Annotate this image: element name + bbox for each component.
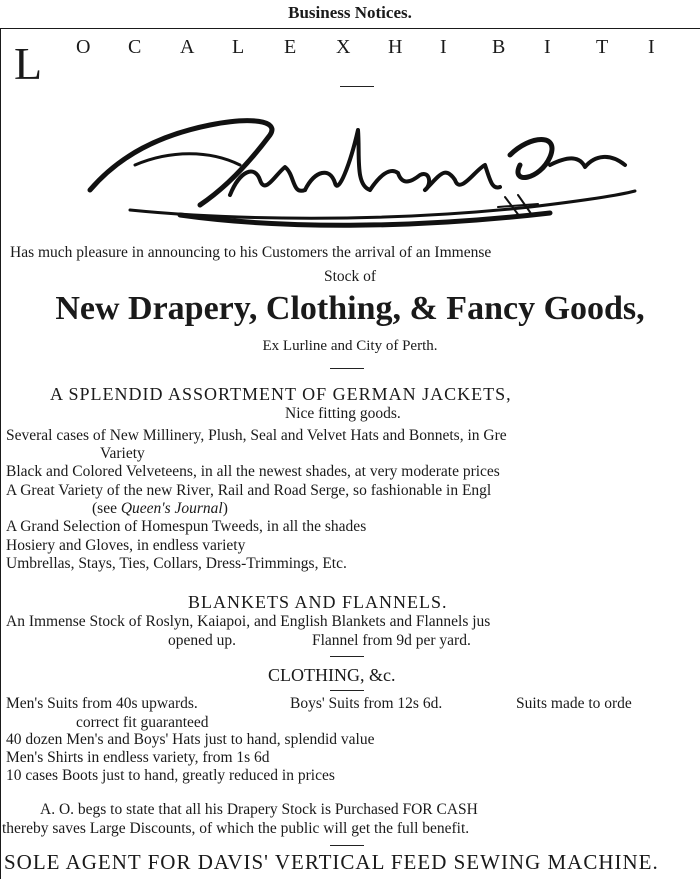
list-item (92, 500, 228, 518)
exhibition-letter: O (76, 36, 91, 58)
divider (340, 86, 374, 87)
list-item: Men's Suits from 40s upwards. (6, 695, 198, 712)
subheadline: Ex Lurline and City of Perth. (262, 338, 438, 354)
announcement-line-1: Has much pleasure in announcing to his Customers the arrival of an Immense (10, 244, 492, 261)
signature-andrew-orr (80, 95, 640, 235)
list-item: Men's Shirts in endless variety, from 1s 6d (6, 749, 270, 766)
exhibition-letter: I (544, 36, 551, 58)
list-item: Several cases of New Millinery, Plush, Seal and Velvet Hats and Bonnets, in Gre (6, 427, 507, 444)
divider (330, 656, 364, 657)
sole-agent-notice: SOLE AGENT FOR DAVIS' VERTICAL FEED SEWING MACHINE. (4, 850, 659, 874)
list-item: 10 cases Boots just to hand, greatly reduced in prices (6, 767, 335, 784)
jackets-sub: Nice fitting goods. (285, 405, 401, 422)
list-item: Boys' Suits from 12s 6d. (290, 695, 443, 712)
jackets-heading: A SPLENDID ASSORTMENT OF GERMAN JACKETS, (50, 384, 512, 404)
exhibition-title (76, 36, 700, 59)
list-item: Variety (100, 445, 145, 462)
blankets-line-2b: Flannel from 9d per yard. (312, 632, 471, 649)
cash-line-2: thereby saves Large Discounts, of which the public will get the full benefit. (2, 820, 470, 837)
exhibition-initial: L (14, 38, 43, 89)
exhibition-letter: T (596, 36, 609, 58)
exhibition-letter: E (284, 36, 297, 58)
list-item: A Great Variety of the new River, Rail and Road Serge, so fashionable in Engl (6, 482, 492, 499)
exhibition-letter: C (128, 36, 142, 58)
list-item: Suits made to orde (516, 695, 632, 712)
divider (330, 368, 364, 369)
exhibition-letter: A (180, 36, 195, 58)
clothing-heading: CLOTHING, &c. (268, 665, 396, 685)
headline: New Drapery, Clothing, & Fancy Goods, (55, 290, 645, 327)
exhibition-letter: X (336, 36, 351, 58)
list-item-text: (see (92, 500, 121, 517)
exhibition-letter: I (648, 36, 655, 58)
divider (330, 690, 364, 691)
exhibition-letter: H (388, 36, 403, 58)
exhibition-letter: I (440, 36, 447, 58)
list-item: Black and Colored Velveteens, in all the newest shades, at very moderate prices (6, 463, 500, 480)
list-item: correct fit guaranteed (76, 714, 209, 731)
list-item: Hosiery and Gloves, in endless variety (6, 537, 246, 554)
left-border (0, 28, 1, 879)
list-item: Umbrellas, Stays, Ties, Collars, Dress-Trimmings, Etc. (6, 555, 347, 572)
divider (330, 845, 364, 846)
journal-title: Queen's Journal (120, 500, 223, 517)
list-item: A Grand Selection of Homespun Tweeds, in all the shades (6, 518, 367, 535)
exhibition-letter: L (232, 36, 245, 58)
list-item-text: ) (222, 500, 228, 517)
exhibition-letter: B (492, 36, 506, 58)
section-header: Business Notices. (288, 3, 412, 22)
blankets-heading: BLANKETS AND FLANNELS. (188, 592, 448, 612)
blankets-line-2a: opened up. (168, 632, 237, 649)
blankets-line-1: An Immense Stock of Roslyn, Kaiapoi, and English Blankets and Flannels jus (6, 613, 491, 630)
top-rule (0, 28, 700, 29)
list-item: 40 dozen Men's and Boys' Hats just to hand, splendid value (6, 731, 375, 748)
cash-line-1: A. O. begs to state that all his Drapery Stock is Purchased FOR CASH (40, 801, 478, 818)
announcement-line-2: Stock of (323, 268, 377, 285)
